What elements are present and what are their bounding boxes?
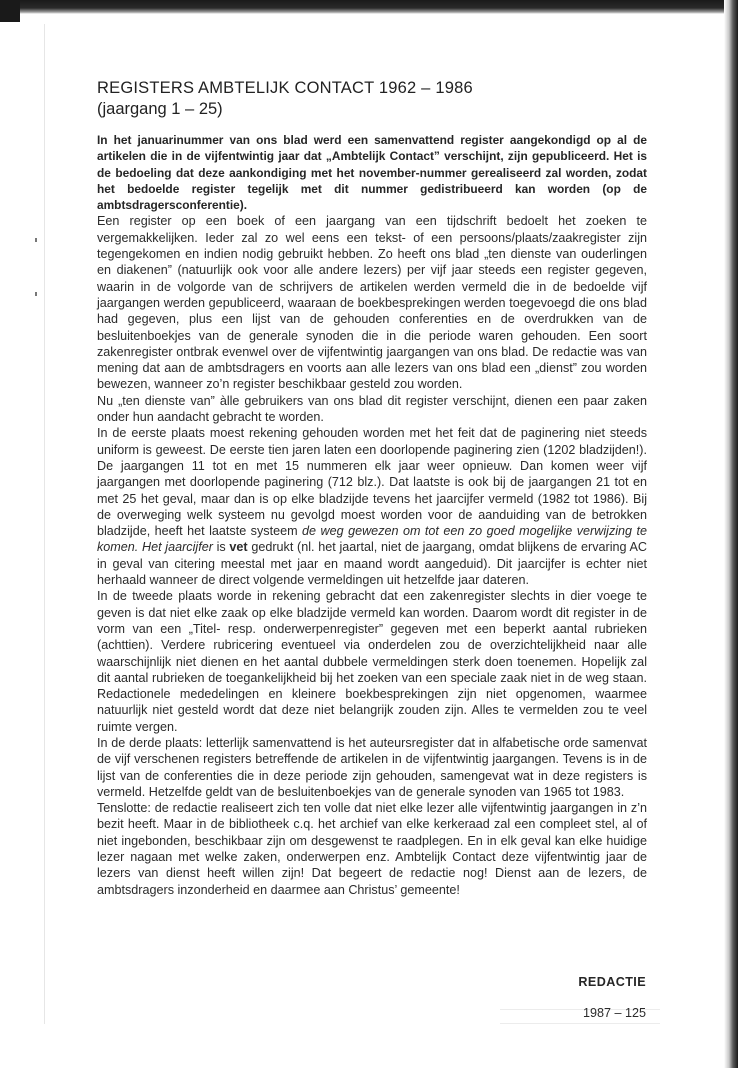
article [97,78,647,898]
paragraph-3 [97,425,647,588]
page-fold-line [44,24,45,1024]
show-through-line [500,1023,660,1024]
paragraph-3-text-a: In de eerste plaats moest rekening gehouden worden met het feit dat de paginering niet steeds uniform is geweest. De eerste tien jaren laten een doorlopende paginering zien (1202 bladzijden!). De jaargangen 11 tot en met 15 nummeren elk jaar weer opnieuw. Dan komen weer vijf jaargangen met doorlopende paginering (712 blz.). Dat laatste is ook bij de jaargangen 21 tot en met 25 het geval, maar dan is op elke bladzijde tevens het jaarcijfer vermeld (1982 tot 1986). Bij de overweging welk systeem nu gevolgd moest worden voor de aanduiding van de betrokken bladzijde, heeft het laatste systeem [97,426,647,539]
margin-speck [35,292,37,296]
page-folio: 1987 – 125 [582,1006,646,1020]
paragraph-4: In de tweede plaats worde in rekening gebracht dat een zakenregister slechts in dier voege te geven is dat niet elke zaak op elke bladzijde vermeld kan worden. Daarom wordt dit register in de vorm van een „Titel- resp. onderwerpenregister” gegeven met een beperkt aantal rubrieken (achttien). Verdere rubricering eventueel via onderdelen zou de overzichtelijkheid naar alle waarschijnlijk niet dienen en het aantal dubbele vermeldingen sterk doen toenemen. Hopelijk zal dit aantal rubrieken de toegankelijkheid bij het zoeken van een speciale zaak niet in de weg staan. Redactionele mededelingen en kleinere boekbesprekingen zijn niet opgenomen, waarmee natuurlijk niet gesteld wordt dat deze niet belangrijk zouden zijn. Alles te vermelden zou te veel ruimte vergen. [97,589,647,734]
lead-paragraph: In het januarinummer van ons blad werd een samenvattend register aangekondigd op al de artikelen die in de vijfentwintig jaar dat „Ambtelijk Contact” verschijnt, zijn gepubliceerd. Het is de bedoeling dat deze aankondiging met het november-nummer gerealiseerd zal worden, zodat het bedoelde register tegelijk met dit nummer gedistribueerd kan worden (op de ambtsdragersconferentie). [97,133,647,213]
paragraph-3-text-c: gedrukt (nl. het jaartal, niet de jaargang, omdat blijkens de ervaring AC in geval van citering meestal met jaar en maand wordt aangeduid). Dit jaarcijfer is echter niet herhaald wanneer de direct volgende vermeldingen uit hetzelfde jaar dateren. [97,540,648,588]
paragraph-2: Nu „ten dienste van” àlle gebruikers van ons blad dit register verschijnt, dienen een paar zaken onder hun aandacht gebracht te worden. [97,393,647,425]
article-subtitle: (jaargang 1 – 25) [97,100,223,118]
paragraph-5: In de derde plaats: letterlijk samenvattend is het auteursregister dat in alfabetische orde samenvat de vijf verschenen registers betreffende de artikelen in de vijfentwintig jaargangen. Tevens is in de lijst van de conferenties die in deze periode zijn gehouden, samengevat wat in deze registers is vermeld. Hetzelfde geldt van de besluitenboekjes van de generale synoden van 1965 tot 1983. [97,735,647,799]
paragraph-6: Tenslotte: de redactie realiseert zich ten volle dat niet elke lezer alle vijfentwintig jaargangen in z’n bezit heeft. Maar in de bibliotheek c.q. het archief van elke kerkeraad zal een compleet stel, al of niet ingebonden, beschikbaar zijn om desgewenst te raadplegen. En in elk geval kan elke huidige lezer nagaan met welke zaken, onderwerpen enz. Ambtelijk Contact deze vijfentwintig jaar de lezers van dienst heeft willen zijn! Dat begeert de redactie nog! Dienst aan de lezers, de ambtsdragers inzonderheid en daarmee aan Christus’ gemeente! [97,801,647,897]
article-title: REGISTERS AMBTELIJK CONTACT 1962 – 1986 [97,79,473,97]
scan-border-top [0,0,738,14]
paragraph-3-bold: vet [229,540,248,555]
signature: REDACTIE [578,975,646,989]
paragraph-3-italic: de weg gewezen om tot een zo goed mogelijke verwijzing te komen. Het jaarcijfer [97,524,648,555]
scan-border-right [724,0,738,1068]
paragraph-1: Een register op een boek of een jaargang van een tijdschrift bedoelt het zoeken te vergemakkelijken. Ieder zal zo wel eens een tekst- of een persoons/plaats/zaakregister zijn tegengekomen en indien nodig gebruikt hebben. Zo heeft ons blad „ten dienste van ouderlingen en diakenen” (natuurlijk ook voor alle andere lezers) per vijf jaar steeds een register gegeven, waarin in de volgorde van de schrijvers de artikelen werden vermeld die in de bedoelde vijf jaargangen werden gepubliceerd, waaraan de boekbesprekingen werden toegevoegd die ons blad had gegeven, plus een lijst van de gehouden conferenties en de overdrukken van de besluitenboekjes van de generale synoden die in die periode waren gehouden. Een soort zakenregister ontbrak evenwel over de vijfentwintig jaargangen van ons blad. De redactie was van mening dat aan de ambtsdragers en voorts aan alle lezers van ons blad een „dienst” zou worden bewezen, wanneer zo’n register beschikbaar gesteld zou worden. [97,214,647,392]
margin-speck [35,238,37,242]
paragraph-3-text-b: is [216,540,226,555]
scan-corner [0,0,20,22]
